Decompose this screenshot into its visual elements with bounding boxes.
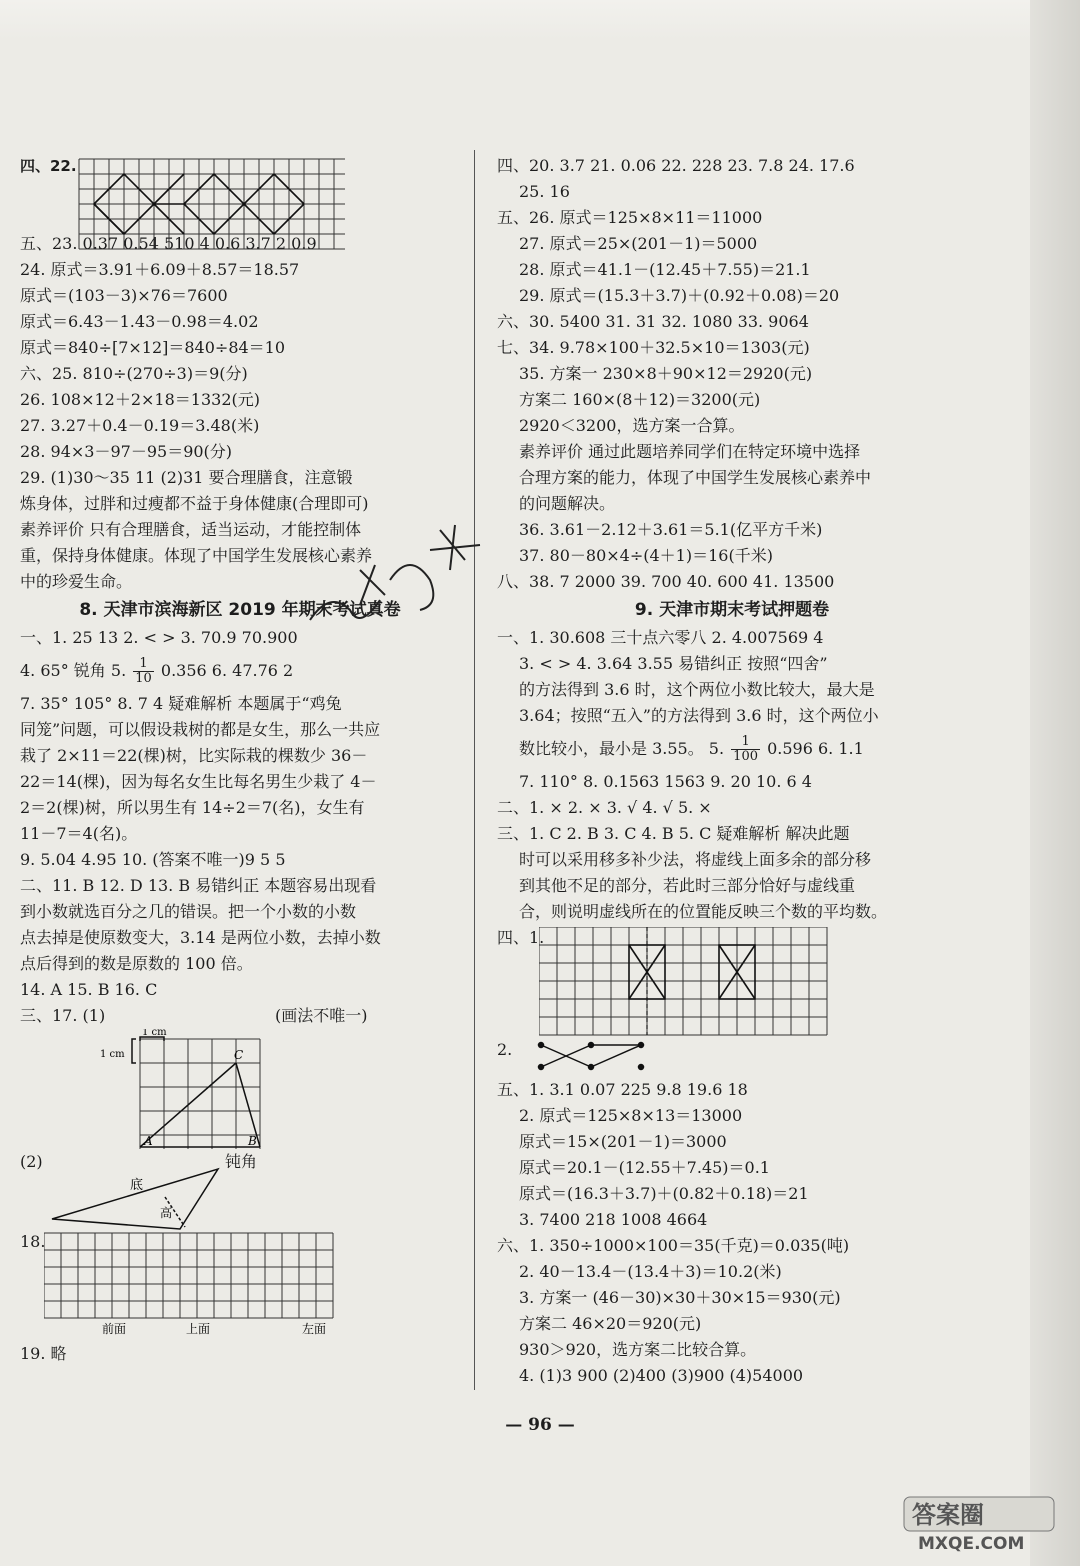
angle-kind: 钝角 bbox=[225, 1152, 258, 1171]
answer-line: 中的珍爱生命。 bbox=[20, 572, 133, 591]
answer-line: 到小数就选百分之几的错误。把一个小数的小数 bbox=[20, 902, 357, 921]
figure-17-1 bbox=[20, 1029, 460, 1149]
answer-line: 2＝2(棵)树，所以男生有 14÷2＝7(名)，女生有 bbox=[20, 798, 365, 817]
answer-line: 的方法得到 3.6 时，这个两位小数比较大，最大是 bbox=[519, 680, 875, 699]
column-divider bbox=[474, 150, 475, 1390]
answer-line: 一、1. 30.608 三十点六零八 2. 4.007569 4 bbox=[497, 628, 824, 647]
answer-line: 素养评价 通过此题培养同学们在特定环境中选择 bbox=[519, 442, 861, 461]
answer-line: 27. 原式＝25×(201－1)＝5000 bbox=[519, 234, 758, 253]
base-label: 底 bbox=[130, 1178, 144, 1193]
grid-22-svg bbox=[73, 153, 345, 255]
answer-line: 合理方案的能力，体现了中国学生发展核心素养中 bbox=[519, 468, 872, 487]
answer-line: 点后得到的数是原数的 100 倍。 bbox=[20, 954, 253, 973]
height-label: 高 bbox=[160, 1206, 173, 1220]
view-front: 前面 bbox=[102, 1322, 127, 1336]
view-top: 上面 bbox=[186, 1322, 211, 1336]
section-9-title: 9. 天津市期末考试押题卷 bbox=[634, 600, 830, 620]
answer-line: (2) 底 高 钝角 bbox=[20, 1149, 460, 1229]
answer-line: 素养评价 只有合理膳食，适当运动，才能控制体 bbox=[20, 520, 362, 539]
point-c: C bbox=[234, 1048, 244, 1062]
answer-line: 4. (1)3 900 (2)400 (3)900 (4)54000 bbox=[519, 1366, 804, 1385]
answer-line: 到其他不足的部分，若此时三部分恰好与虚线重 bbox=[519, 876, 856, 895]
answer-line: 二、11. B 12. D 13. B 易错纠正 本题容易出现看 bbox=[20, 876, 377, 895]
answer-line: 14. A 15. B 16. C bbox=[20, 980, 158, 999]
fraction: $\frac{1}{10}$ bbox=[135, 656, 152, 686]
answer-line: 合，则说明虚线所在的位置能反映三个数的平均数。 bbox=[519, 902, 888, 921]
answer-line: 2920＜3200，选方案一合算。 bbox=[519, 416, 745, 435]
answer-line: 29. (1)30～35 11 (2)31 要合理膳食，注意锻 bbox=[20, 468, 353, 487]
answer-line: 点去掉是使原数变大，3.14 是两位小数，去掉小数 bbox=[20, 928, 381, 947]
answer-line: 炼身体，过胖和过瘦都不益于身体健康(合理即可) bbox=[20, 494, 369, 513]
handwritten-scribble bbox=[290, 510, 490, 640]
answer-line: 24. 原式＝3.91＋6.09＋8.57＝18.57 bbox=[20, 260, 300, 279]
answer-line: 2. bbox=[497, 1037, 967, 1077]
svg-text:答案圈: 答案圈 bbox=[912, 1501, 984, 1529]
point-a: A bbox=[144, 1134, 153, 1148]
unit-label: 1 cm bbox=[142, 1029, 167, 1038]
answer-line: 原式＝840÷[7×12]＝840÷84＝10 bbox=[20, 338, 286, 357]
figure-9-4-2-svg bbox=[537, 1037, 647, 1073]
right-column bbox=[497, 153, 967, 1389]
answer-line: 26. 108×12＋2×18＝1332(元) bbox=[20, 390, 260, 409]
answer-line-fraction: 数比较小，最小是 3.55。 5. $\frac{1}{100}$ 0.596 6. 1.1 bbox=[519, 734, 864, 764]
answer-line: 三、1. C 2. B 3. C 4. B 5. C 疑难解析 解决此题 bbox=[497, 824, 850, 843]
answer-line: 27. 3.27＋0.4－0.19＝3.48(米) bbox=[20, 416, 260, 435]
answer-line: 930＞920，选方案二比较合算。 bbox=[519, 1340, 757, 1359]
point-b: B bbox=[248, 1134, 257, 1148]
answer-line: 栽了 2×11＝22(棵)树，比实际栽的棵数少 36－ bbox=[20, 746, 368, 765]
answer-line: 四、22. bbox=[20, 157, 77, 175]
answer-line: 原式＝(16.3＋3.7)＋(0.82＋0.18)＝21 bbox=[519, 1184, 809, 1203]
answer-line: 原式＝15×(201－1)＝3000 bbox=[519, 1132, 727, 1151]
answer-line: 原式＝(103－3)×76＝7600 bbox=[20, 286, 228, 305]
figure-9-4-1-svg bbox=[539, 927, 839, 1037]
answer-line: 方案二 160×(8＋12)＝3200(元) bbox=[519, 390, 761, 409]
answer-line-fraction: 4. 65° 锐角 5. $\frac{1}{10}$ 0.356 6. 47.76 2 bbox=[20, 656, 294, 686]
answer-line: 18. 前面 上面 左面 bbox=[20, 1229, 460, 1341]
answer-line: 五、1. 3.1 0.07 225 9.8 19.6 18 bbox=[497, 1080, 748, 1099]
answer-line: 19. 略 bbox=[20, 1344, 67, 1363]
answer-line: 29. 原式＝(15.3＋3.7)＋(0.92＋0.08)＝20 bbox=[519, 286, 840, 305]
answer-line: 2. 40－13.4－(13.4＋3)＝10.2(米) bbox=[519, 1262, 782, 1281]
figure-18-svg bbox=[44, 1229, 364, 1337]
answer-line: 3. 方案一 (46－30)×30＋30×15＝930(元) bbox=[519, 1288, 841, 1307]
answer-line: 三、17. (1) (画法不唯一) bbox=[20, 1003, 460, 1029]
answer-line: 方案二 46×20＝920(元) bbox=[519, 1314, 702, 1333]
answer-line: 八、38. 7 2000 39. 700 40. 600 41. 13500 bbox=[497, 572, 835, 591]
figure-17-2-svg bbox=[50, 1159, 240, 1233]
answer-line: 35. 方案一 230×8＋90×12＝2920(元) bbox=[519, 364, 813, 383]
answer-line: 7. 35° 105° 8. 7 4 疑难解析 本题属于“鸡兔 bbox=[20, 694, 342, 713]
answer-line: 四、1. bbox=[497, 925, 967, 1037]
left-column bbox=[20, 153, 460, 1367]
svg-text:MXQE.COM: MXQE.COM bbox=[918, 1534, 1025, 1554]
figure-17-svg bbox=[20, 1029, 320, 1149]
grid-figure-22 bbox=[73, 153, 460, 231]
answer-line: 五、23. 0.37 0.54 510 4 0.6 3.7 2 0.9 bbox=[20, 234, 317, 253]
answer-line: 9. 5.04 4.95 10. (答案不唯一)9 5 5 bbox=[20, 850, 286, 869]
answer-line: 五、26. 原式＝125×8×11＝11000 bbox=[497, 208, 763, 227]
answer-line: 2. 原式＝125×8×13＝13000 bbox=[519, 1106, 743, 1125]
answer-line: 22＝14(棵)，因为每名女生比每名男生少栽了 4－ bbox=[20, 772, 377, 791]
answer-line: 四、20. 3.7 21. 0.06 22. 228 23. 7.8 24. 17.6 bbox=[497, 156, 855, 175]
answer-line: 六、25. 810÷(270÷3)＝9(分) bbox=[20, 364, 248, 383]
answer-line: 3.64；按照“五入”的方法得到 3.6 时，这个两位小 bbox=[519, 706, 879, 725]
answer-line: 28. 94×3－97－95＝90(分) bbox=[20, 442, 233, 461]
drawing-note: (画法不唯一) bbox=[275, 1006, 368, 1025]
answer-line: 六、30. 5400 31. 31 32. 1080 33. 9064 bbox=[497, 312, 809, 331]
answer-line: 二、1. × 2. × 3. √ 4. √ 5. × bbox=[497, 798, 712, 817]
answer-line: 7. 110° 8. 0.1563 1563 9. 20 10. 6 4 bbox=[519, 772, 812, 791]
answer-line: 28. 原式＝41.1－(12.45＋7.55)＝21.1 bbox=[519, 260, 811, 279]
answer-line: 原式＝20.1－(12.55＋7.45)＝0.1 bbox=[519, 1158, 770, 1177]
answer-line: 原式＝6.43－1.43－0.98＝4.02 bbox=[20, 312, 259, 331]
answer-line: 37. 80－80×4÷(4＋1)＝16(千米) bbox=[519, 546, 773, 565]
answer-line: 七、34. 9.78×100＋32.5×10＝1303(元) bbox=[497, 338, 810, 357]
fraction: $\frac{1}{100}$ bbox=[733, 734, 758, 764]
answer-line: 3. < > 4. 3.64 3.55 易错纠正 按照“四舍” bbox=[519, 654, 828, 673]
answer-line: 同笼”问题，可以假设栽树的都是女生，那么一共应 bbox=[20, 720, 381, 739]
answer-line: 的问题解决。 bbox=[519, 494, 616, 513]
page-number: — 96 — bbox=[505, 1415, 575, 1435]
answer-line: 时可以采用移多补少法，将虚线上面多余的部分移 bbox=[519, 850, 872, 869]
unit-label-v: 1 cm bbox=[100, 1049, 125, 1060]
answer-line: 3. 7400 218 1008 4664 bbox=[519, 1210, 708, 1229]
answer-line: 一、1. 25 13 2. < > 3. 70.9 70.900 bbox=[20, 628, 298, 647]
answer-line: 六、1. 350÷1000×100＝35(千克)＝0.035(吨) bbox=[497, 1236, 850, 1255]
view-left: 左面 bbox=[302, 1322, 327, 1336]
answer-line: 重，保持身体健康。体现了中国学生发展核心素养 bbox=[20, 546, 373, 565]
answer-line: 36. 3.61－2.12＋3.61＝5.1(亿平方千米) bbox=[519, 520, 823, 539]
answer-line: 25. 16 bbox=[519, 182, 570, 201]
section-8-title: 8. 天津市滨海新区 2019 年期末考试真卷 bbox=[79, 600, 401, 620]
answer-line: 11－7＝4(名)。 bbox=[20, 824, 138, 843]
watermark-logo bbox=[900, 1495, 1060, 1555]
